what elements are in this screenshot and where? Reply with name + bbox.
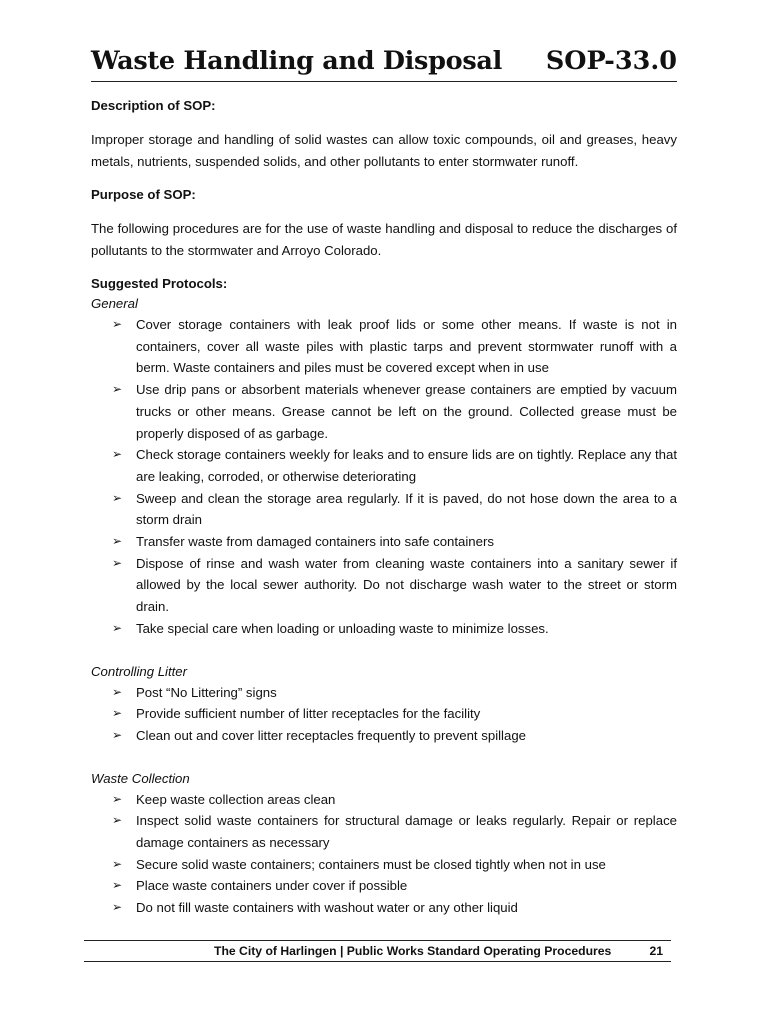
list-item: ➢ Do not fill waste containers with washout water or any other liquid [111, 897, 677, 919]
description-heading: Description of SOP: [91, 98, 216, 113]
protocols-heading: Suggested Protocols: [91, 276, 228, 291]
list-item: ➢ Provide sufficient number of litter receptacles for the facility [111, 703, 677, 725]
description-text: Improper storage and handling of solid wastes can allow toxic compounds, oil and greases, heavy metals, nutrients, suspended solids, and other pollutants to enter stormwater runoff. [91, 132, 677, 169]
arrow-bullet-icon: ➢ [112, 447, 123, 462]
arrow-bullet-icon: ➢ [112, 856, 123, 871]
purpose-text: The following procedures are for the use of waste handling and disposal to reduce the discharges of pollutants to the stormwater and Arroyo Colorado. [91, 221, 677, 258]
arrow-bullet-icon: ➢ [112, 382, 123, 397]
arrow-bullet-icon: ➢ [112, 791, 123, 806]
litter-subheading: Controlling Litter [91, 663, 188, 679]
arrow-bullet-icon: ➢ [112, 706, 123, 721]
arrow-bullet-icon: ➢ [112, 490, 123, 505]
list-item: ➢ Dispose of rinse and wash water from cleaning waste containers into a sanitary sewer if allowed by the local sewer authority. Do not discharge wash water to the street or storm drain. [111, 553, 677, 618]
litter-list [91, 682, 677, 747]
list-item: ➢ Place waste containers under cover if possible [111, 875, 677, 897]
list-item: ➢ Inspect solid waste containers for structural damage or leaks regularly. Repair or replace damage containers as necessary [111, 810, 677, 853]
page-title: Waste Handling and Disposal [91, 46, 503, 76]
list-item: ➢ Use drip pans or absorbent materials whenever grease containers are emptied by vacuum trucks or other means. Grease cannot be left on the ground. Collected grease must be properly disposed of as garbage. [111, 379, 677, 444]
page-header [91, 44, 677, 82]
page-number: 21 [649, 944, 663, 958]
list-item: ➢ Post “No Littering” signs [111, 682, 677, 704]
arrow-bullet-icon: ➢ [112, 878, 123, 893]
arrow-bullet-icon: ➢ [112, 684, 123, 699]
arrow-bullet-icon: ➢ [112, 620, 123, 635]
list-item: ➢ Keep waste collection areas clean [111, 789, 677, 811]
list-item: ➢ Clean out and cover litter receptacles frequently to prevent spillage [111, 725, 677, 747]
arrow-bullet-icon: ➢ [112, 900, 123, 915]
collection-subheading: Waste Collection [91, 770, 190, 786]
list-item: ➢ Check storage containers weekly for leaks and to ensure lids are on tightly. Replace any that are leaking, corroded, or otherwise deteriorating [111, 444, 677, 487]
list-item: ➢ Take special care when loading or unloading waste to minimize losses. [111, 618, 677, 640]
arrow-bullet-icon: ➢ [112, 813, 123, 828]
sop-code: SOP-33.0 [545, 46, 677, 76]
arrow-bullet-icon: ➢ [112, 317, 123, 331]
list-item: ➢ Cover storage containers with leak proof lids or some other means. If waste is not in containers, cover all waste piles with plastic tarps and prevent stormwater runoff with a berm. Waste containers and piles must be covered except when in use [111, 314, 677, 379]
general-subheading: General [91, 296, 138, 311]
purpose-heading: Purpose of SOP: [91, 187, 196, 202]
page-footer [84, 940, 671, 962]
arrow-bullet-icon: ➢ [112, 534, 123, 549]
list-item: ➢ Transfer waste from damaged containers into safe containers [111, 531, 677, 553]
general-list [91, 314, 677, 640]
arrow-bullet-icon: ➢ [112, 555, 123, 570]
footer-text: The City of Harlingen | Public Works Standard Operating Procedures [214, 944, 612, 958]
document-page [91, 44, 677, 919]
arrow-bullet-icon: ➢ [112, 727, 123, 742]
list-item: ➢ Secure solid waste containers; containers must be closed tightly when not in use [111, 854, 677, 876]
list-item: ➢ Sweep and clean the storage area regularly. If it is paved, do not hose down the area to a storm drain [111, 488, 677, 531]
collection-list [91, 789, 677, 919]
